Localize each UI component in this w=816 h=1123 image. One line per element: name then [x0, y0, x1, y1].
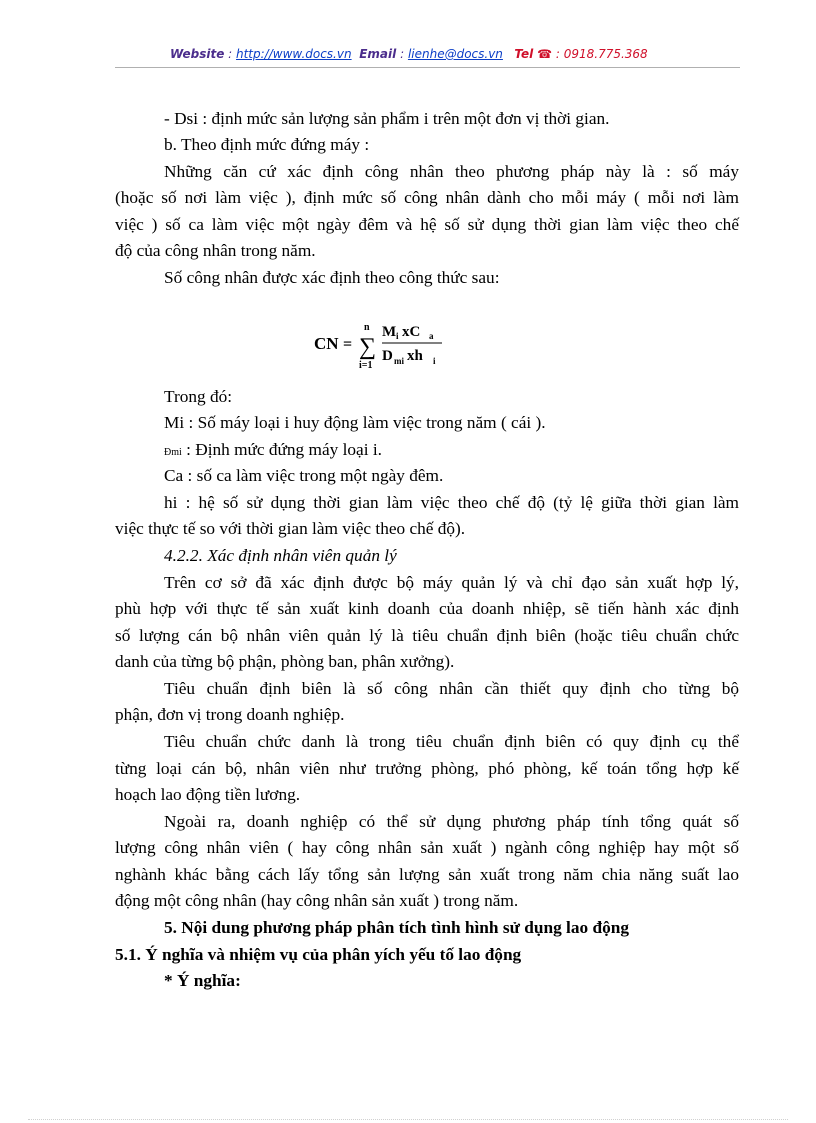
text-line: từng loại cán bộ, nhân viên như trưởng phòng, phó phòng, kế toán tổng hợp kế — [115, 759, 739, 778]
page-header — [170, 47, 648, 61]
formula-lower: i=1 — [359, 360, 373, 371]
text-line-dmi — [164, 439, 739, 464]
website-label: Website — [170, 47, 225, 61]
section-heading-5: 5. Nội dung phương pháp phân tích tình hình sử dụng lao động — [164, 918, 629, 937]
text-line: hi : hệ số sử dụng thời gian làm việc theo chế độ (tỷ lệ giữa thời gian làm — [164, 493, 739, 512]
text-line: Ca : số ca làm việc trong một ngày đêm. — [164, 466, 444, 485]
section-heading-4-2-2: 4.2.2. Xác định nhân viên quản lý — [164, 546, 397, 565]
email-sep: : — [396, 47, 408, 61]
text-line: việc ) số ca làm việc một ngày đêm và hệ số sử dụng thời gian làm việc theo chế — [115, 215, 739, 234]
text-line: Trên cơ sở đã xác định được bộ máy quản lý và chỉ đạo sản xuất hợp lý, — [164, 573, 739, 592]
text-line: Ngoài ra, doanh nghiệp có thể sử dụng phương pháp tính tổng quát số — [164, 812, 739, 831]
tel-number: : 0918.775.368 — [552, 47, 648, 61]
formula-num-xc: xC — [402, 324, 421, 340]
text-line: Tiêu chuẩn định biên là số công nhân cần thiết quy định cho từng bộ — [164, 679, 739, 698]
text-line: động một công nhân (hay công nhân sản xuất ) trong năm. — [115, 891, 519, 910]
formula-den-i: i — [433, 356, 436, 366]
text-line: nghành khác bằng cách lấy tổng sản lượng sản xuất trong năm chia năng suất lao — [115, 865, 739, 884]
text-line: Trong đó: — [164, 387, 233, 406]
text-line: (hoặc số nơi làm việc ), định mức số công nhân dành cho mỗi máy ( mỗi nơi làm — [115, 188, 739, 207]
formula-den-xh: xh — [407, 348, 423, 364]
text-line: Số công nhân được xác định theo công thức sau: — [164, 268, 500, 287]
text-line: phù hợp với thực tế sản xuất kinh doanh của doanh nhiệp, sẽ tiến hành xác định — [115, 599, 739, 618]
website-link[interactable]: http://www.docs.vn — [236, 47, 352, 61]
text-line: danh của từng bộ phận, phòng ban, phân xưởng). — [115, 652, 455, 671]
formula-sigma: ∑ — [359, 334, 377, 360]
formula-den-mi: mi — [394, 356, 404, 366]
text-line: - Dsi : định mức sản lượng sản phẩm i trên một đơn vị thời gian. — [164, 109, 610, 128]
header-divider — [115, 67, 740, 68]
subheading-y-nghia: * Ý nghĩa: — [164, 971, 241, 990]
formula-num-i: i — [396, 331, 399, 341]
text-line: b. Theo định mức đứng máy : — [164, 135, 370, 154]
formula-upper: n — [364, 322, 370, 333]
formula-eq: = — [343, 336, 353, 353]
formula-den-d: D — [382, 348, 393, 364]
text-line: hoạch lao động tiền lương. — [115, 785, 301, 804]
text-line: việc thực tế so với thời gian làm việc theo chế độ). — [115, 519, 466, 538]
text-line: số lượng cán bộ nhân viên quản lý là tiêu chuẩn định biên (hoặc tiêu chuẩn chức — [115, 626, 739, 645]
text-line: Mi : Số máy loại i huy động làm việc trong năm ( cái ). — [164, 413, 546, 432]
website-sep: : — [224, 47, 236, 61]
text-line: Những căn cứ xác định công nhân theo phương pháp này là : số máy — [164, 162, 739, 181]
cn-formula — [314, 318, 464, 374]
text-line: phận, đơn vị trong doanh nghiệp. — [115, 705, 345, 724]
dmi-text: : Định mức đứng máy loại i. — [186, 440, 382, 459]
footer-divider — [28, 1119, 788, 1120]
phone-icon: ☎ — [537, 47, 553, 61]
email-label: Email — [359, 47, 397, 61]
text-line: độ của công nhân trong năm. — [115, 241, 316, 260]
section-heading-5-1: 5.1. Ý nghĩa và nhiệm vụ của phân yích yếu tố lao động — [115, 945, 522, 964]
email-link[interactable]: lienhe@docs.vn — [407, 47, 503, 61]
formula-num-m: M — [382, 324, 397, 340]
text-line: Tiêu chuẩn chức danh là trong tiêu chuẩn định biên có quy định cụ thể — [164, 732, 739, 751]
formula-num-a: a — [429, 331, 434, 341]
text-line: lượng công nhân viên ( hay công nhân sản xuất ) ngành công nghiệp hay một số — [115, 838, 739, 857]
formula-lhs: CN — [314, 334, 339, 353]
tel-label: Tel — [514, 47, 534, 61]
dmi-label: Đmi — [164, 447, 182, 458]
